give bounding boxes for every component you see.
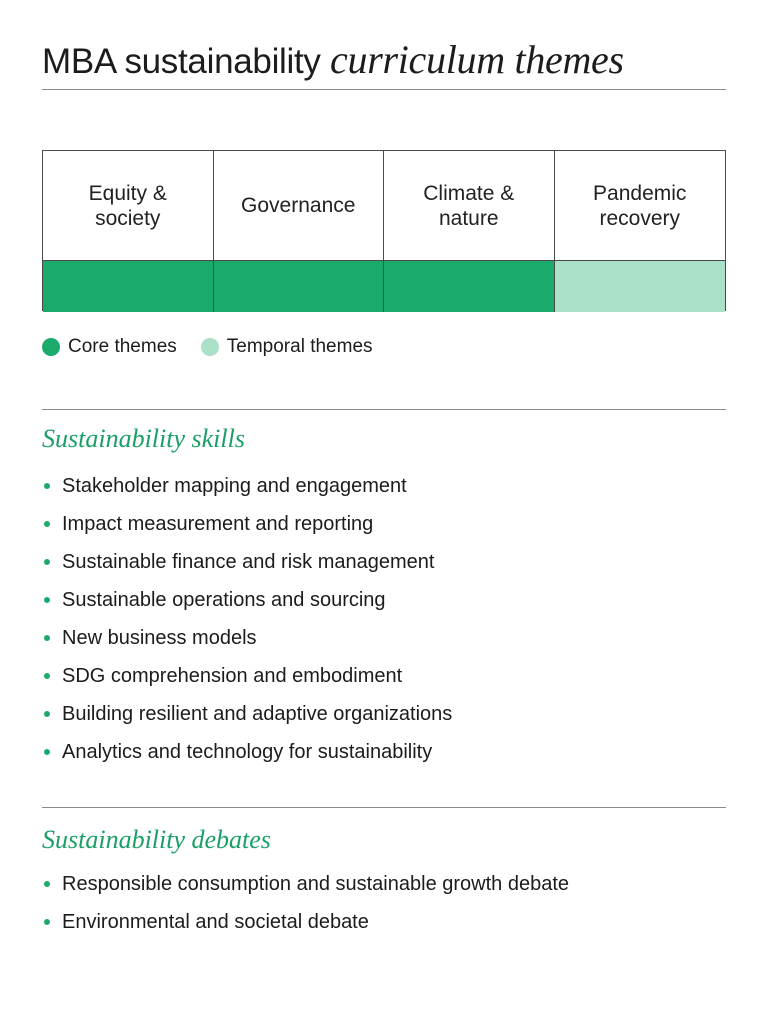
- list-item: [42, 467, 452, 505]
- theme-bar-pandemic: [555, 261, 726, 312]
- temporal-dot-icon: [201, 338, 219, 356]
- list-item-label: Analytics and technology for sustainability: [62, 740, 433, 763]
- list-item: [42, 543, 452, 581]
- list-item-label: Sustainable operations and sourcing: [62, 588, 386, 611]
- debates-list: [42, 865, 569, 941]
- list-item: [42, 619, 452, 657]
- list-item: [42, 657, 452, 695]
- list-item-label: Building resilient and adaptive organizations: [62, 702, 453, 725]
- bullet-icon: [44, 711, 50, 717]
- legend-temporal: [201, 336, 373, 358]
- page-title: [42, 38, 732, 84]
- theme-label-climate: Climate & nature: [384, 151, 555, 261]
- bullet-icon: [44, 597, 50, 603]
- debates-divider: [42, 807, 726, 808]
- skills-heading: Sustainability skills: [42, 424, 245, 453]
- legend-core: [42, 336, 177, 358]
- bullet-icon: [44, 749, 50, 755]
- list-item-label: Sustainable finance and risk management: [62, 550, 435, 573]
- theme-label-governance: Governance: [214, 151, 385, 261]
- title-divider: [42, 89, 726, 90]
- list-item: [42, 733, 452, 771]
- list-item-label: New business models: [62, 626, 257, 649]
- bullet-icon: [44, 919, 50, 925]
- list-item: [42, 505, 452, 543]
- bullet-icon: [44, 635, 50, 641]
- list-item: [42, 865, 569, 903]
- themes-grid: [42, 150, 726, 311]
- theme-bar-climate: [384, 261, 555, 312]
- core-dot-icon: [42, 338, 60, 356]
- bullet-icon: [44, 881, 50, 887]
- title-main: MBA sustainability: [42, 42, 331, 81]
- skills-divider: [42, 409, 726, 410]
- bullet-icon: [44, 483, 50, 489]
- theme-bar-governance: [214, 261, 385, 312]
- theme-label-pandemic: Pandemic recovery: [555, 151, 726, 261]
- legend-core-label: Core themes: [68, 336, 177, 357]
- list-item-label: Responsible consumption and sustainable growth debate: [62, 872, 570, 895]
- title-italic: curriculum themes: [330, 37, 624, 82]
- theme-label-equity: Equity & society: [43, 151, 214, 261]
- legend: [42, 336, 397, 358]
- legend-temporal-label: Temporal themes: [226, 336, 373, 357]
- list-item-label: Stakeholder mapping and engagement: [62, 474, 407, 497]
- debates-heading: Sustainability debates: [42, 825, 271, 854]
- list-item: [42, 695, 452, 733]
- skills-list: [42, 467, 452, 771]
- bullet-icon: [44, 673, 50, 679]
- list-item-label: Impact measurement and reporting: [62, 512, 374, 535]
- list-item-label: SDG comprehension and embodiment: [62, 664, 403, 687]
- list-item: [42, 903, 569, 941]
- list-item: [42, 581, 452, 619]
- list-item-label: Environmental and societal debate: [62, 910, 369, 933]
- theme-bar-equity: [43, 261, 214, 312]
- bullet-icon: [44, 559, 50, 565]
- bullet-icon: [44, 521, 50, 527]
